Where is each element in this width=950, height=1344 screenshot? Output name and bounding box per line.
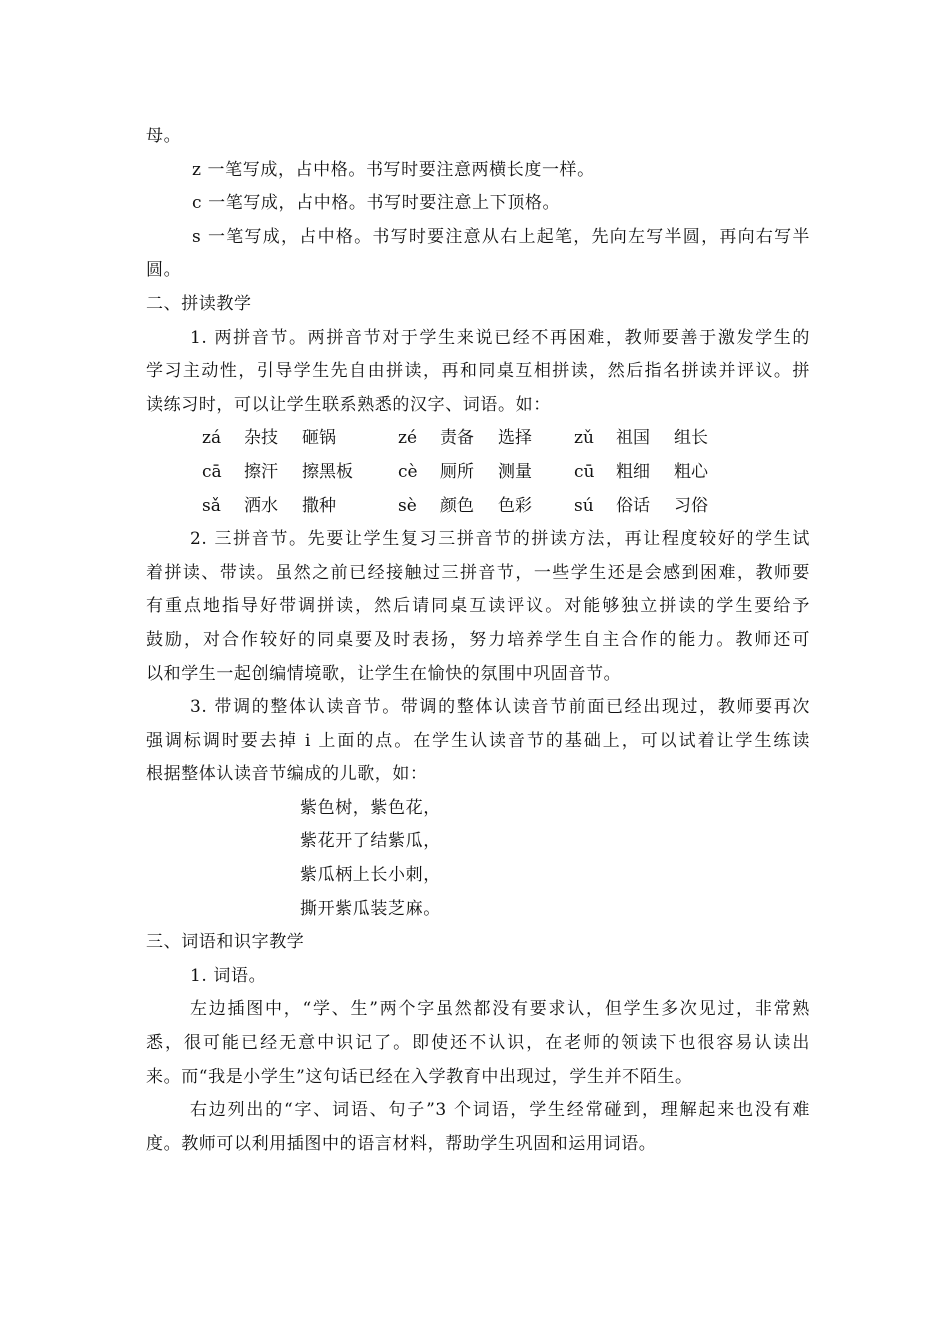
pinyin: sè <box>398 495 417 516</box>
word: 杂技 <box>244 428 278 449</box>
word: 习俗 <box>674 495 708 516</box>
poem-line: 撕开紫瓜装芝麻。 <box>300 898 441 919</box>
pinyin-row <box>146 422 810 456</box>
pinyin: zé <box>398 428 418 449</box>
text-line: c 一笔写成，占中格。书写时要注意上下顶格。 <box>192 193 561 214</box>
word: 祖国 <box>616 428 650 449</box>
text-line: 有重点地指导好带调拼读，然后请同桌互读评议。对能够独立拼读的学生要给予 <box>146 596 810 617</box>
word: 俗话 <box>616 495 650 516</box>
pinyin: zá <box>202 428 222 449</box>
word: 撒种 <box>302 495 336 516</box>
text-line: 读练习时，可以让学生联系熟悉的汉字、词语。如： <box>146 394 551 415</box>
text-line: 3. 带调的整体认读音节。带调的整体认读音节前面已经出现过，教师要再次 <box>190 697 810 718</box>
word: 粗心 <box>674 461 708 482</box>
poem-line: 紫瓜柄上长小刺， <box>300 865 441 886</box>
text-line: 根据整体认读音节编成的儿歌，如： <box>146 764 428 785</box>
text-line: 右边列出的“字、词语、句子”3 个词语，学生经常碰到，理解起来也没有难 <box>190 1100 810 1121</box>
word: 颜色 <box>440 495 474 516</box>
word: 粗细 <box>616 461 650 482</box>
text-line: 学习主动性，引导学生先自由拼读，再和同桌互相拼读，然后指名拼读并评议。拼 <box>146 361 810 382</box>
text-line: 左边插图中，“学、生”两个字虽然都没有要求认，但学生多次见过，非常熟 <box>190 999 810 1020</box>
text-line: 圆。 <box>146 260 182 281</box>
word: 洒水 <box>244 495 278 516</box>
word: 色彩 <box>498 495 532 516</box>
pinyin-row <box>146 490 810 524</box>
pinyin: cè <box>398 461 418 482</box>
pinyin: sǎ <box>202 495 221 516</box>
text-line: 1. 两拼音节。两拼音节对于学生来说已经不再困难，教师要善于激发学生的 <box>190 327 810 348</box>
word: 厕所 <box>440 461 474 482</box>
pinyin-row <box>146 456 810 490</box>
word: 选择 <box>498 428 532 449</box>
text-line: 以和学生一起创编情境歌，让学生在愉快的氛围中巩固音节。 <box>146 663 622 684</box>
text-line: 度。教师可以利用插图中的语言材料，帮助学生巩固和运用词语。 <box>146 1133 657 1154</box>
word: 测量 <box>498 461 532 482</box>
pinyin: cā <box>202 461 222 482</box>
text-line: 悉，很可能已经无意中识记了。即使还不认识，在老师的领读下也很容易认读出 <box>146 1033 810 1054</box>
word: 责备 <box>440 428 474 449</box>
text-line: s 一笔写成，占中格。书写时要注意从右上起笔，先向左写半圆，再向右写半 <box>192 226 810 247</box>
pinyin: cū <box>574 461 595 482</box>
text-line: 母。 <box>146 126 182 146</box>
section-heading: 三、词语和识字教学 <box>146 932 305 953</box>
text-line: 着拼读、带读。虽然之前已经接触过三拼音节，一些学生还是会感到困难，教师要 <box>146 562 810 583</box>
text-line: 2. 三拼音节。先要让学生复习三拼音节的拼读方法，再让程度较好的学生试 <box>190 529 810 550</box>
poem-line: 紫色树，紫色花， <box>300 797 441 818</box>
text-line: z 一笔写成，占中格。书写时要注意两横长度一样。 <box>192 159 595 180</box>
subsection-heading: 1. 词语。 <box>190 965 267 986</box>
poem-line: 紫花开了结紫瓜， <box>300 831 441 852</box>
word: 擦汗 <box>244 461 278 482</box>
pinyin: sú <box>574 495 594 516</box>
section-heading: 二、拼读教学 <box>146 293 252 314</box>
word: 擦黑板 <box>302 461 353 482</box>
text-line: 鼓励，对合作较好的同桌要及时表扬，努力培养学生自主合作的能力。教师还可 <box>146 629 810 650</box>
text-line: 强调标调时要去掉 i 上面的点。在学生认读音节的基础上，可以试着让学生练读 <box>146 730 810 751</box>
word: 砸锅 <box>302 428 336 449</box>
text-line: 来。而“我是小学生”这句话已经在入学教育中出现过，学生并不陌生。 <box>146 1066 693 1087</box>
document-page <box>146 120 810 1161</box>
pinyin-table <box>146 422 810 523</box>
word: 组长 <box>674 428 708 449</box>
pinyin: zǔ <box>574 428 594 449</box>
